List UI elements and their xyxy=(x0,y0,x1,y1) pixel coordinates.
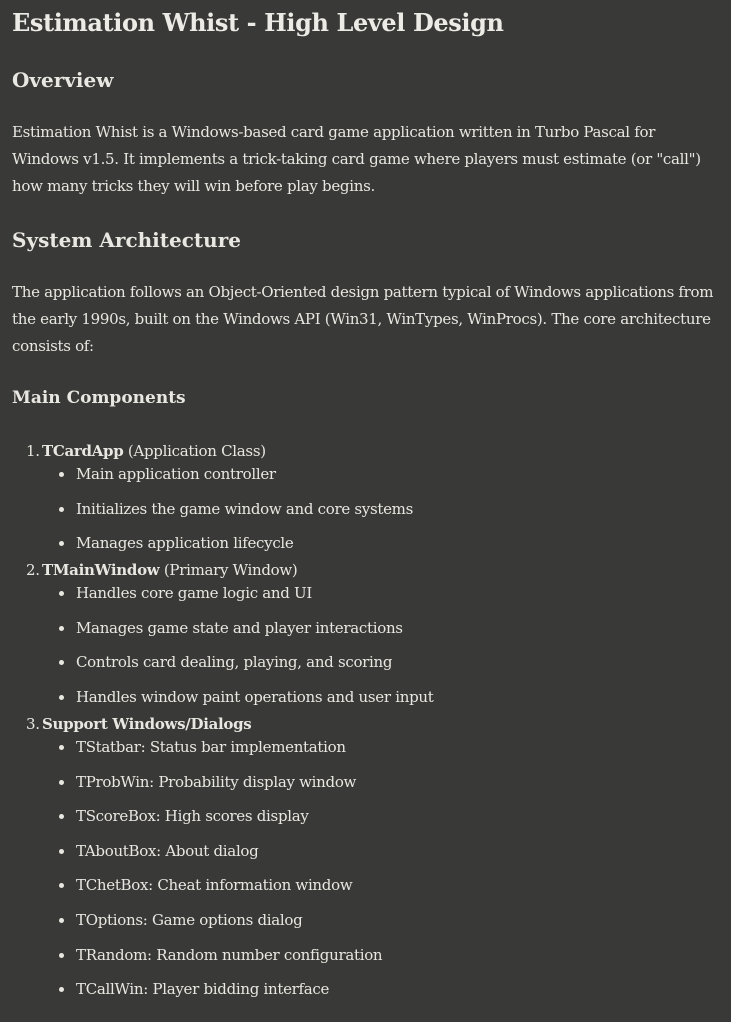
list-item-text: TChetBox: Cheat information window xyxy=(76,876,353,895)
bullet-icon xyxy=(59,883,64,888)
list-item xyxy=(12,736,724,771)
component-bullets xyxy=(12,582,724,709)
list-item-text: Controls card dealing, playing, and scoring xyxy=(76,653,393,672)
list-item xyxy=(12,805,724,840)
list-item-text: TCallWin: Player bidding interface xyxy=(76,980,330,999)
bullet-icon xyxy=(59,849,64,854)
list-number: 3. xyxy=(26,714,40,733)
list-item xyxy=(12,582,724,617)
list-item-text: Handles window paint operations and user input xyxy=(76,687,434,706)
list-item xyxy=(12,651,724,686)
list-item xyxy=(12,532,724,555)
bullet-icon xyxy=(59,780,64,785)
list-item-text: TProbWin: Probability display window xyxy=(76,772,357,791)
bullet-icon xyxy=(59,472,64,477)
bullet-icon xyxy=(59,507,64,512)
bullet-icon xyxy=(59,591,64,596)
list-item-text: Manages game state and player interactions xyxy=(76,618,403,637)
list-item-text: TStatbar: Status bar implementation xyxy=(76,737,346,756)
list-item-text: Manages application lifecycle xyxy=(76,534,294,553)
bullet-icon xyxy=(59,918,64,923)
list-item-text: TRandom: Random number configuration xyxy=(76,945,383,964)
bullet-icon xyxy=(59,660,64,665)
list-item xyxy=(12,686,724,709)
component-bullets xyxy=(12,463,724,555)
list-item-text: Initializes the game window and core systems xyxy=(76,499,413,518)
list-number: 2. xyxy=(26,561,40,580)
component-bullets xyxy=(12,736,724,1001)
list-item xyxy=(12,874,724,909)
overview-paragraph: Estimation Whist is a Windows-based card game application written in Turbo Pascal for Windows v1.5. It implements a trick-taking card game where players must estimate (or "call") how many tricks they will win before play begins. xyxy=(12,123,701,195)
component-item xyxy=(12,713,724,1001)
architecture-paragraph: The application follows an Object-Oriented design pattern typical of Windows applications from the early 1990s, built on the Windows API (Win31, WinTypes, WinProcs). The core architecture consists of: xyxy=(12,283,714,355)
list-item xyxy=(12,463,724,498)
bullet-icon xyxy=(59,626,64,631)
bullet-icon xyxy=(59,541,64,546)
list-item-text: TAboutBox: About dialog xyxy=(76,841,259,860)
list-item xyxy=(12,840,724,875)
list-item-text: Main application controller xyxy=(76,465,276,483)
list-item xyxy=(12,771,724,806)
list-item xyxy=(12,617,724,652)
bullet-icon xyxy=(59,695,64,700)
component-item xyxy=(12,559,724,709)
architecture-heading: System Architecture xyxy=(12,228,241,252)
component-desc: (Primary Window) xyxy=(159,561,298,580)
list-item xyxy=(12,978,724,1001)
component-name: TMainWindow xyxy=(42,561,160,580)
list-item xyxy=(12,909,724,944)
bullet-icon xyxy=(59,987,64,992)
list-item-text: Handles core game logic and UI xyxy=(76,584,313,603)
component-name: Support Windows/Dialogs xyxy=(42,714,252,733)
list-number: 1. xyxy=(26,442,40,460)
bullet-icon xyxy=(59,953,64,958)
overview-heading: Overview xyxy=(12,68,114,92)
list-item-text: TOptions: Game options dialog xyxy=(76,910,303,929)
list-item xyxy=(12,944,724,979)
components-list xyxy=(12,440,724,1005)
list-item xyxy=(12,498,724,533)
list-item-text: TScoreBox: High scores display xyxy=(76,807,309,826)
component-name: TCardApp xyxy=(42,442,124,460)
page-title: Estimation Whist - High Level Design xyxy=(12,8,504,37)
main-components-heading: Main Components xyxy=(12,388,186,408)
component-desc: (Application Class) xyxy=(123,442,266,460)
bullet-icon xyxy=(59,814,64,819)
bullet-icon xyxy=(59,745,64,750)
component-item xyxy=(12,440,724,555)
